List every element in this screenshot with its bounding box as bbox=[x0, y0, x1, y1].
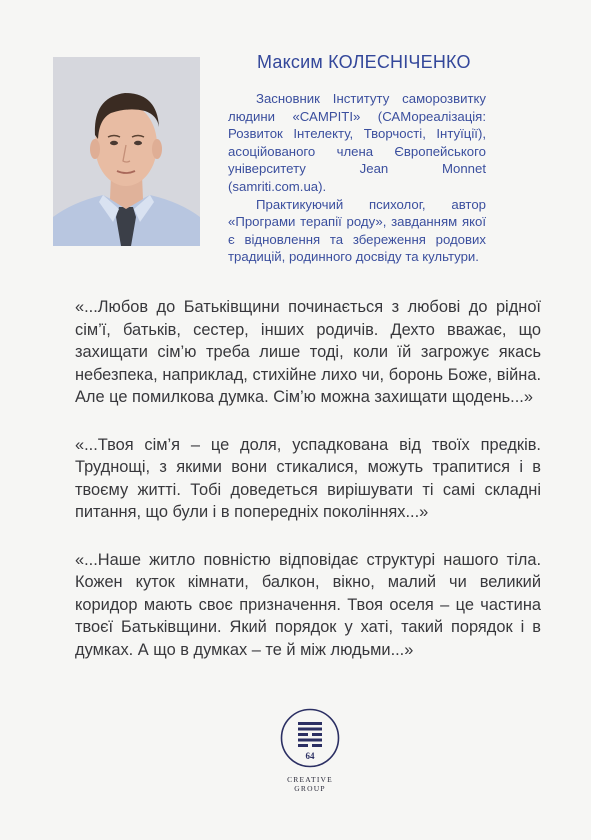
quote-paragraph: «...Любов до Батьківщини починається з любові до рідної сім’ї, батьків, сестер, інших родичів. Дехто вважає, що захищати сім’ю треба лише тоді, коли їй загрожує якась небезпека, наприклад, стихійне лихо чи, боронь Боже, війна. Але це помилкова думка. Сім’ю можна захищати щодень...» bbox=[75, 298, 541, 406]
author-portrait-image bbox=[53, 57, 200, 246]
author-bio bbox=[228, 90, 486, 266]
quote-paragraph: «...Наше житло повністю відповідає структурі нашого тіла. Кожен куток кімнати, балкон, вікно, малий чи великий коридор мають своє призначення. Твоя оселя – це частина твоєї Батьківщини. Який порядок у хаті, такий порядок і в думках. А що в думках – те й між людьми...» bbox=[75, 550, 541, 659]
publisher-name: CREATIVE GROUP bbox=[287, 775, 333, 793]
author-bio-paragraph: Засновник Інституту саморозвитку людини «САМРІТІ» (САМореалізація: Розвиток Інтелекту, Творчості, Інтуїції), асоційованого члена Європейського університету Jean Monnet (samriti.com.ua). bbox=[228, 91, 486, 194]
publisher-logo bbox=[270, 708, 350, 793]
author-bio-paragraph: Практикуючий психолог, автор «Програми терапії роду», завданням якої є відновлення та збереження родових традицій, родинного досвіду та культури. bbox=[228, 196, 486, 265]
publisher-logo-icon bbox=[280, 708, 340, 768]
quote-paragraph: «...Твоя сім’я – це доля, успадкована від твоїх предків. Труднощі, з якими вони стикалися, можуть трапитися і в твоєму житті. Тобі доведеться вирішувати ті самі складні питання, що були і в попередніх поколіннях...» bbox=[75, 435, 541, 521]
quotes-section bbox=[75, 296, 541, 686]
author-photo bbox=[53, 57, 200, 246]
author-name: Максим КОЛЕСНІЧЕНКО bbox=[257, 52, 471, 72]
publisher-logo-number: 64 bbox=[305, 751, 315, 761]
